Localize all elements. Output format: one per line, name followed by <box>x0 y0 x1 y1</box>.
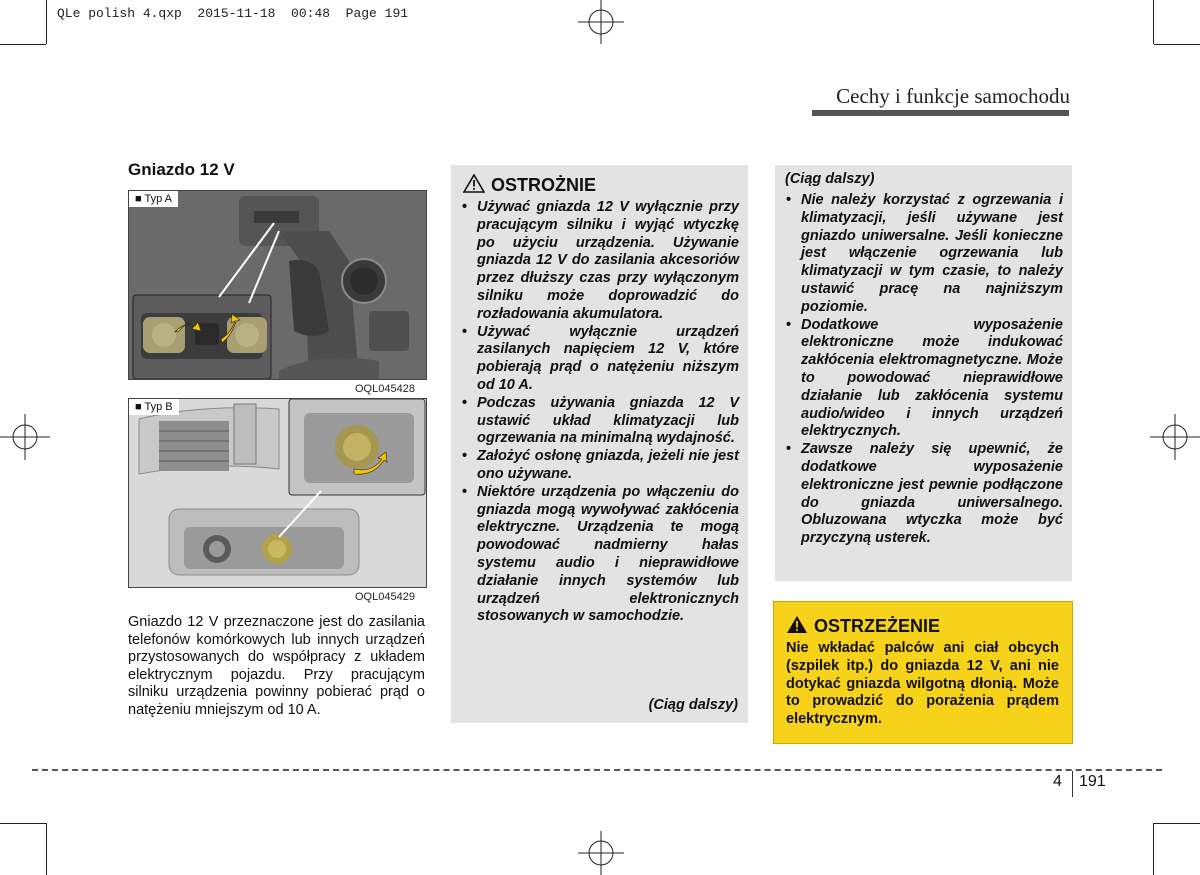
figure-type-b-code: OQL045429 <box>355 591 415 603</box>
list-item: • Założyć osłonę gniazda, jeżeli nie jest ono używane. <box>461 448 739 484</box>
figure-type-a-code: OQL045428 <box>355 383 415 395</box>
warning-triangle-outline-icon <box>463 174 485 193</box>
registration-mark-bottom <box>574 831 628 875</box>
list-item: • Nie należy korzystać z ogrzewania i klimatyzacji, jeśli używane jest gniazdo uniwersalne. Jeśli konieczne jest włączenie ogrzewania lub klimatyzacji w tym czasie, to należy ustawić pracę na najniższym poziomie. <box>785 192 1063 317</box>
registration-mark-right <box>1150 412 1200 462</box>
crop-mark <box>46 823 47 875</box>
continued-note: (Ciąg dalszy) <box>648 697 738 713</box>
caution-box <box>451 165 748 723</box>
registration-mark-top <box>574 0 628 44</box>
list-item: • Zawsze należy się upewnić, że dodatkowe wyposażenie elektroniczne jest pewnie podłączone do gniazda uniwersalnego. Obluzowana wtyczka może być przyczyną usterek. <box>785 441 1063 548</box>
crop-mark <box>1153 823 1154 875</box>
body-paragraph: Gniazdo 12 V przeznaczone jest do zasilania telefonów komórkowych lub innych urządzeń przystosowanych do współpracy z układem elektrycznym pojazdu. Przy pracującym silniku urządzenia powinny pobierać prąd o natężeniu mniejszym od 10 A. <box>128 614 425 718</box>
page-number-separator <box>1072 771 1073 797</box>
header-rule <box>812 110 1069 116</box>
crop-mark <box>1154 44 1200 45</box>
figure-type-a <box>128 190 427 380</box>
running-header: Cechy i funkcje samochodu <box>836 84 1070 108</box>
list-item: • Używać gniazda 12 V wyłącznie przy pracującym silniku i wyjąć wtyczkę po użyciu urządzenia. Używanie gniazda 12 V do zasilania akcesoriów przez dłuższy czas przy wyłączonym silniku może doprowadzić do rozładowania akumulatora. <box>461 199 739 324</box>
crop-mark <box>0 823 46 824</box>
caution-continuation-box <box>775 165 1072 581</box>
warning-title <box>786 615 940 637</box>
continuation-list <box>785 192 1063 548</box>
chapter-number: 4 <box>1053 773 1062 790</box>
crop-mark <box>1153 0 1154 44</box>
caution-title-text: OSTROŻNIE <box>491 175 597 195</box>
figure-type-a-illustration <box>129 191 426 379</box>
warning-text: Nie wkładać palców ani ciał obcych (szpilek itp.) do gniazda 12 V, ani nie dotykać gniazda wilgotną dłonią. Może to prowadzić do porażenia prądem elektrycznym. <box>786 640 1059 728</box>
registration-mark-left <box>0 412 50 462</box>
list-item: • Używać wyłącznie urządzeń zasilanych napięciem 12 V, które pobierają prąd o natężeniu niższym od 10 A. <box>461 324 739 395</box>
print-slug: QLe polish 4.qxp 2015-11-18 00:48 Page 191 <box>57 6 409 21</box>
crop-mark <box>0 44 46 45</box>
caution-list <box>461 199 739 626</box>
section-title: Gniazdo 12 V <box>128 160 235 179</box>
list-item: • Podczas używania gniazda 12 V ustawić układ klimatyzacji lub ogrzewania na minimalną wydajność. <box>461 395 739 448</box>
list-item: • Dodatkowe wyposażenie elektroniczne może indukować zakłócenia elektromagnetyczne. Może to powodować nieprawidłowe działanie lub zakłócenia systemu audio/wideo i innych urządzeń elektrycznych. <box>785 317 1063 442</box>
caution-title <box>463 174 596 196</box>
warning-box <box>773 601 1073 744</box>
warning-title-text: OSTRZEŻENIE <box>814 616 941 636</box>
footer-rule <box>32 769 1162 771</box>
crop-mark <box>46 0 47 44</box>
page-number: 191 <box>1079 773 1106 790</box>
figure-type-b-label: ■ Typ B <box>129 399 179 415</box>
warning-triangle-filled-icon <box>786 615 808 634</box>
figure-type-b-illustration <box>129 399 426 587</box>
crop-mark <box>1154 823 1200 824</box>
continuation-head: (Ciąg dalszy) <box>785 171 875 187</box>
list-item: • Niektóre urządzenia po włączeniu do gniazda mogą wywoływać zakłócenia elektryczne. Urządzenia te mogą powodować nadmierny hałas systemu audio i nieprawidłowe działanie innych systemów lub urządzeń elektronicznych stosowanych w samochodzie. <box>461 484 739 626</box>
figure-type-a-label: ■ Typ A <box>129 191 178 207</box>
figure-type-b <box>128 398 427 588</box>
